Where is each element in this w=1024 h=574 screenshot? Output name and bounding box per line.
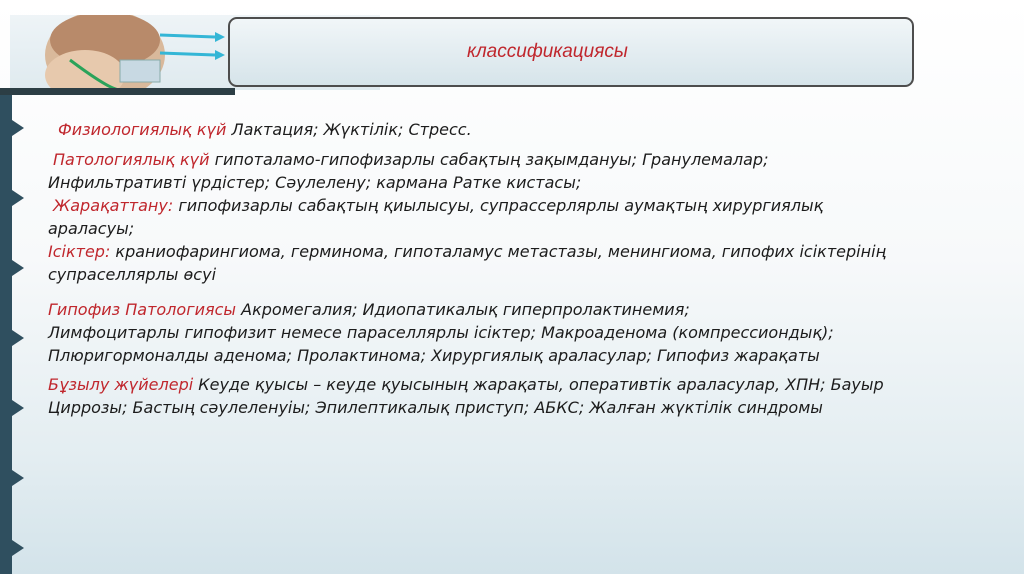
section-pathological <box>48 148 1013 194</box>
section-label: Бұзылу жүйелері <box>48 375 194 394</box>
section-label: Жарақаттану: <box>53 196 174 215</box>
section-continuation: супраселлярлы өсуі <box>48 265 217 284</box>
section-label: Гипофиз Патологиясы <box>48 300 237 319</box>
section-label: Физиологиялық күй <box>58 120 227 139</box>
section-tumors <box>48 240 1013 286</box>
section-label: Патологиялық күй <box>53 150 210 169</box>
section-continuation: Циррозы; Бастың сәулеленуіы; Эпилептикалық приступ; АБКС; Жалған жүктілік синдромы <box>48 398 823 417</box>
section-text: Лактация; Жүктілік; Стресс. <box>226 120 472 139</box>
title-box <box>228 17 914 87</box>
section-text: Акромегалия; Идиопатикалық гиперпролактинемия; <box>236 300 690 319</box>
section-text: гипофизарлы сабақтың қиылысуы, супрассерлярлы аумақтың хирургиялық <box>173 196 824 215</box>
left-decorative-rail <box>0 95 12 574</box>
section-text: гипоталамо-гипофизарлы сабақтың зақымдануы; Гранулемалар; <box>209 150 769 169</box>
header-underline-bar <box>0 88 235 95</box>
section-pituitary-pathology <box>48 298 1013 367</box>
section-label: Ісіктер: <box>48 242 111 261</box>
slide-title: классификациясы <box>467 41 628 62</box>
section-text: краниофарингиома, герминома, гипоталамус метастазы, менингиома, гипофих ісіктерінің <box>110 242 887 261</box>
section-text: Кеуде қуысы – кеуде қуысының жарақаты, оперативтік араласулар, ХПН; Бауыр <box>193 375 884 394</box>
section-system-disorders <box>48 373 1013 419</box>
section-continuation: Лимфоцитарлы гипофизит немесе параселлярлы ісіктер; Макроаденома (компрессиондық); <box>48 323 834 342</box>
section-continuation: Инфильтративті үрдістер; Сәулелену; кармана Ратке кистасы; <box>48 173 582 192</box>
section-continuation-2: Плюригормоналды аденома; Пролактинома; Хирургиялық араласулар; Гипофиз жарақаты <box>48 346 820 365</box>
classification-content <box>48 118 1013 419</box>
section-physiological <box>48 118 1013 141</box>
arrow-decoration-icon <box>12 95 52 574</box>
section-trauma <box>48 194 1013 240</box>
section-continuation: араласуы; <box>48 219 135 238</box>
